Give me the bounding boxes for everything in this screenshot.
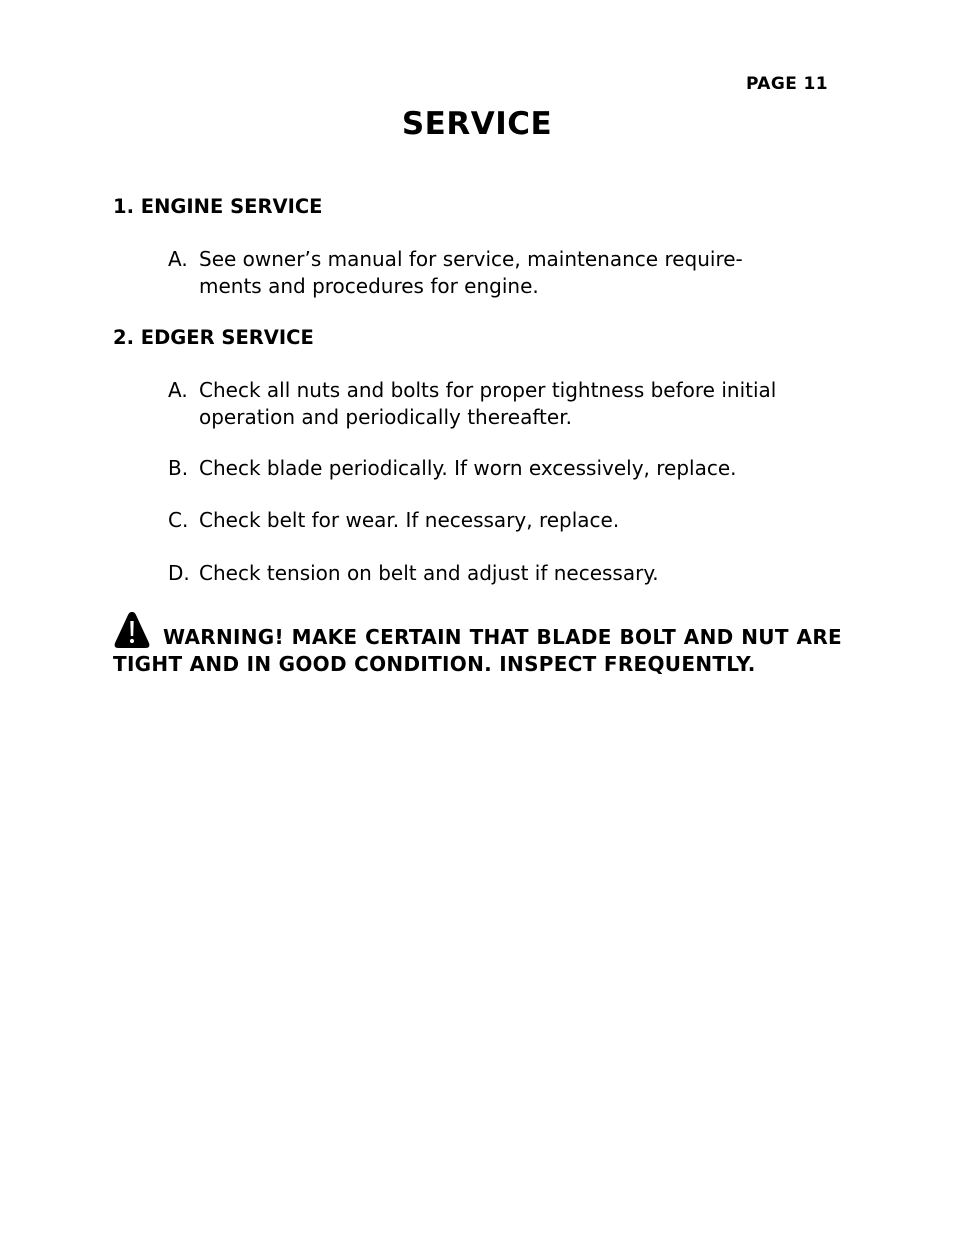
section-heading-engine-service: 1. ENGINE SERVICE [113, 195, 323, 218]
warning-triangle-icon [113, 610, 151, 650]
list-item-text: Check tension on belt and adjust if necessary. [199, 561, 659, 585]
section-heading-edger-service: 2. EDGER SERVICE [113, 326, 314, 349]
list-item-engine-a [168, 246, 858, 299]
list-item-edger-d [168, 560, 858, 587]
list-item-text-continued: ments and procedures for engine. [199, 273, 539, 298]
list-item-edger-c [168, 507, 858, 534]
list-item-marker: D. [168, 561, 190, 585]
list-item-text: See owner’s manual for service, maintenance require- [199, 247, 743, 271]
page-title: SERVICE [401, 106, 553, 142]
list-item-edger-b [168, 455, 858, 482]
list-item-text: Check blade periodically. If worn excessively, replace. [199, 456, 737, 480]
warning-notice [113, 610, 842, 678]
list-item-edger-a [168, 377, 858, 430]
list-item-marker: B. [168, 456, 189, 480]
list-item-marker: C. [168, 508, 189, 532]
list-item-text: Check belt for wear. If necessary, replace. [199, 508, 620, 532]
list-item-text: Check all nuts and bolts for proper tightness before initial [199, 378, 777, 402]
list-item-marker: A. [168, 378, 188, 402]
warning-text: WARNING! MAKE CERTAIN THAT BLADE BOLT AND NUT ARE TIGHT AND IN GOOD CONDITION. INSPECT FREQUENTLY. [113, 625, 842, 676]
list-item-text-continued: operation and periodically thereafter. [199, 404, 572, 429]
list-item-marker: A. [168, 247, 188, 271]
page-number: PAGE 11 [746, 74, 828, 94]
